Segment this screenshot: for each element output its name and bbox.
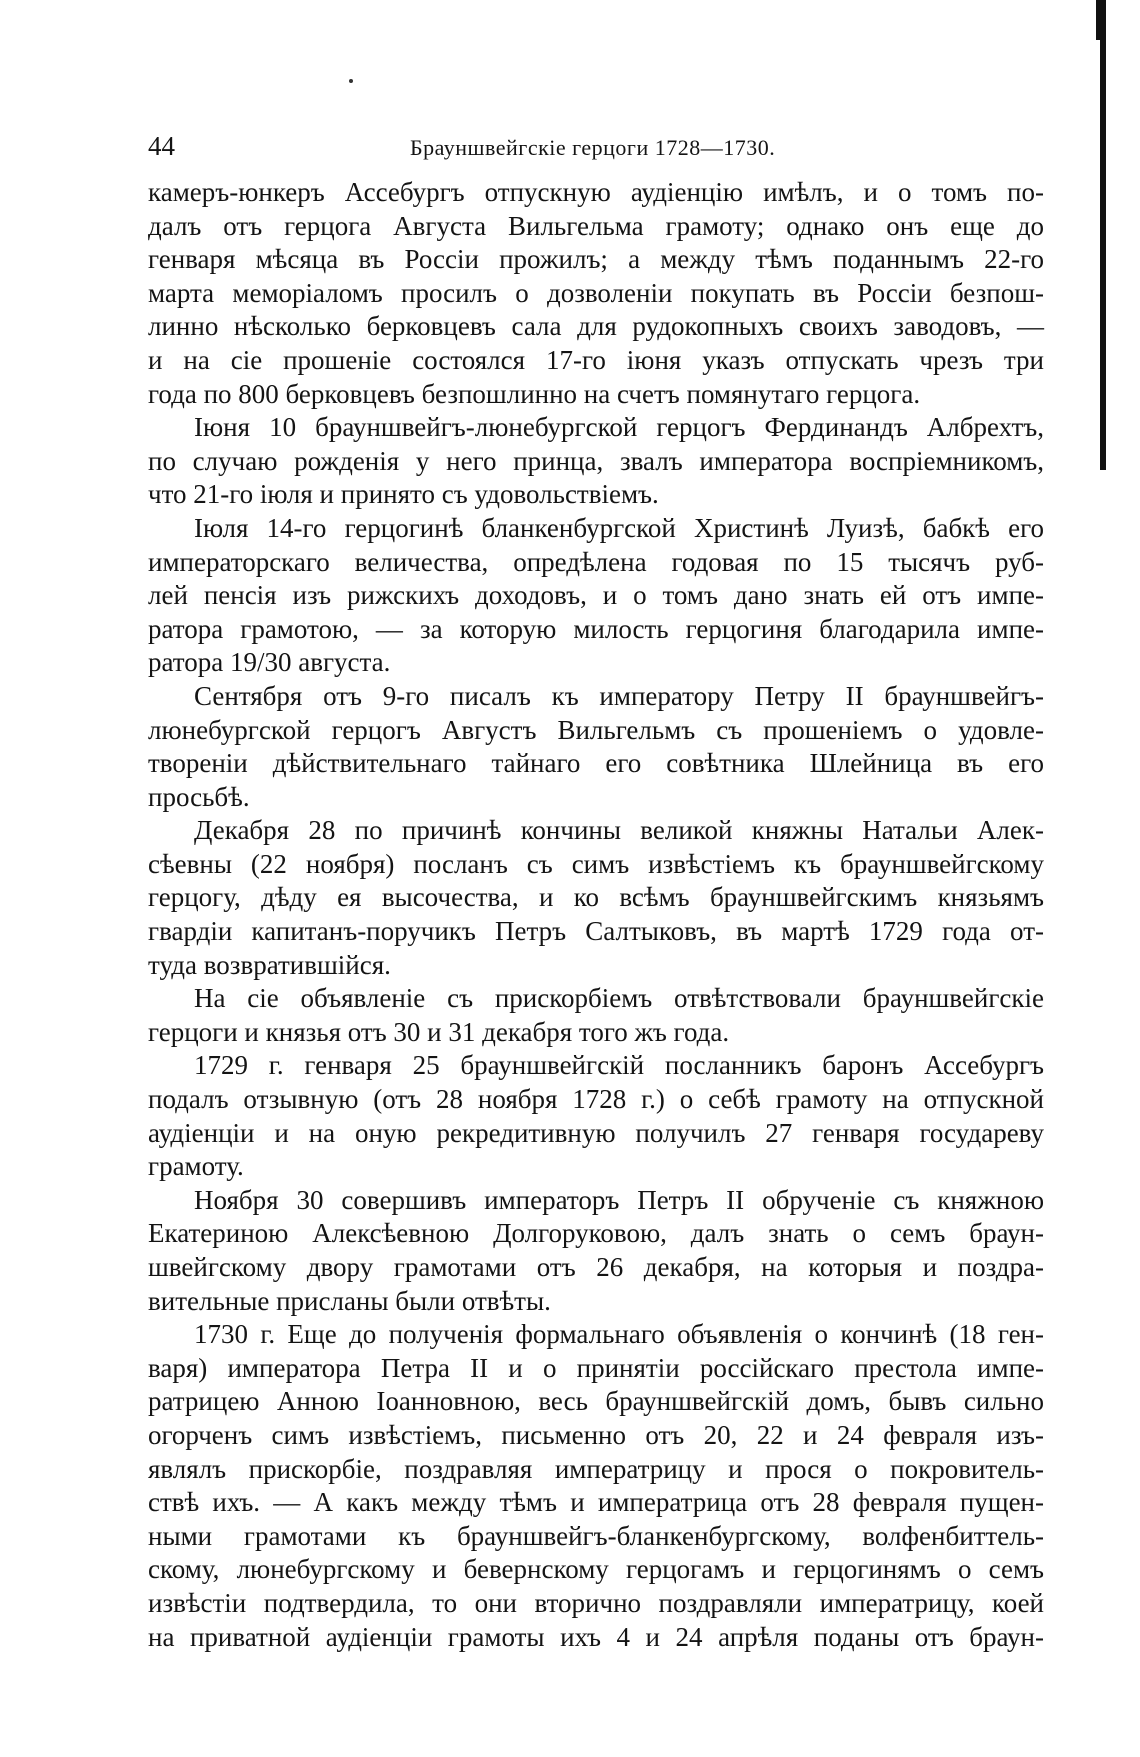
- text-line: ратора 19/30 августа.: [148, 647, 391, 678]
- text-line: люнебургской герцогъ Августъ Вильгельмъ съ прошеніемъ о удовле-: [148, 714, 1044, 745]
- page-number: 44: [148, 131, 175, 161]
- running-title: Брауншвейгскіе герцоги 1728—1730.: [410, 135, 776, 160]
- text-line: Іюня 10 брауншвейгъ-люнебургской герцогъ Фердинандъ Албрехтъ,: [194, 412, 1044, 443]
- scan-speck: [349, 79, 353, 83]
- text-line: на приватной аудіенціи грамоты ихъ 4 и 24 апрѣля поданы отъ браун-: [148, 1621, 1044, 1652]
- text-line: огорченъ симъ извѣстіемъ, письменно отъ 20, 22 и 24 февраля изъ-: [148, 1419, 1044, 1450]
- text-line: туда возвратившійся.: [148, 949, 391, 980]
- text-line: гвардіи капитанъ-поручикъ Петръ Салтыковъ, въ мартѣ 1729 года от-: [148, 916, 1044, 947]
- text-line: Екатериною Алексѣевною Долгоруковою, далъ знать о семъ браун-: [148, 1218, 1044, 1249]
- text-line: что 21-го іюля и принято съ удовольствіемъ.: [148, 479, 659, 510]
- paragraph: [148, 1049, 1044, 1183]
- text-line: и на сіе прошеніе состоялся 17-го іюня указъ отпускать чрезъ три: [148, 344, 1044, 375]
- text-line: сѣевны (22 ноября) посланъ съ симъ извѣстіемъ къ брауншвейгскому: [148, 848, 1044, 879]
- text-line: по случаю рожденія у него принца, звалъ императора воспріемникомъ,: [148, 445, 1044, 476]
- paragraph: [148, 411, 1044, 512]
- text-line: подалъ отзывную (отъ 28 ноября 1728 г.) о себѣ грамоту на отпускной: [148, 1084, 1044, 1115]
- text-line: герцоги и князья отъ 30 и 31 декабря того жъ года.: [148, 1016, 730, 1047]
- paragraph: [148, 512, 1044, 680]
- text-line: грамоту.: [148, 1151, 244, 1182]
- text-line: варя) императора Петра II и о принятіи россійскаго престола импе-: [148, 1352, 1044, 1383]
- paragraph: [148, 814, 1044, 982]
- text-line: лей пенсія изъ рижскихъ доходовъ, и о томъ дано знать ей отъ импе-: [148, 580, 1044, 611]
- text-line: На сіе объявленіе съ прискорбіемъ отвѣтствовали брауншвейгскіе: [194, 983, 1044, 1014]
- body-text: [148, 176, 1044, 1654]
- paragraph: [148, 680, 1044, 814]
- text-line: швейгскому двору грамотами отъ 26 декабря, на которыя и поздра-: [148, 1252, 1044, 1282]
- scan-edge-shadow: [1100, 0, 1106, 470]
- page-header: [148, 128, 1044, 168]
- text-line: 1730 г. Еще до полученія формальнаго объявленія о кончинѣ (18 ген-: [194, 1319, 1044, 1350]
- text-line: герцогу, дѣду ея высочества, и ко всѣмъ брауншвейгскимъ князьямъ: [148, 882, 1044, 913]
- text-line: ратрицею Анною Іоанновною, весь брауншвейгскій домъ, бывъ сильно: [148, 1386, 1044, 1417]
- text-line: линно нѣсколько берковцевъ сала для рудокопныхъ своихъ заводовъ, —: [148, 311, 1044, 342]
- text-line: Сентября отъ 9-го писалъ къ императору Петру II брауншвейгъ-: [194, 680, 1044, 711]
- text-line: твореніи дѣйствительнаго тайнаго его совѣтника Шлейница въ его: [148, 748, 1044, 779]
- text-line: извѣстіи подтвердила, то они вторично поздравляли императрицу, коей: [148, 1587, 1044, 1618]
- text-line: вительные присланы были отвѣты.: [148, 1285, 551, 1316]
- text-line: являлъ прискорбіе, поздравляя императрицу и прося о покровитель-: [148, 1453, 1044, 1484]
- text-line: генваря мѣсяца въ Россіи прожилъ; а между тѣмъ поданнымъ 22-го: [148, 244, 1044, 275]
- text-line: скому, люнебургскому и бевернскому герцогамъ и герцогинямъ о семъ: [148, 1554, 1044, 1585]
- text-line: камеръ-юнкеръ Ассебургъ отпускную аудіенцію имѣлъ, и о томъ по-: [148, 177, 1044, 207]
- paragraph: [148, 982, 1044, 1049]
- text-line: императорскаго величества, опредѣлена годовая по 15 тысячъ руб-: [148, 546, 1044, 577]
- text-line: просьбѣ.: [148, 781, 250, 812]
- text-line: ствѣ ихъ. — А какъ между тѣмъ и императрица отъ 28 февраля пущен-: [148, 1487, 1044, 1518]
- text-line: Іюля 14-го герцогинѣ бланкенбургской Христинѣ Луизѣ, бабкѣ его: [194, 512, 1044, 543]
- text-line: года по 800 берковцевъ безпошлинно на счетъ помянутаго герцога.: [148, 378, 921, 409]
- text-line: Декабря 28 по причинѣ кончины великой княжны Натальи Алек-: [194, 815, 1044, 846]
- text-line: далъ отъ герцога Августа Вильгельма грамоту; однако онъ еще до: [148, 210, 1044, 241]
- text-line: аудіенціи и на оную рекредитивную получилъ 27 генваря государеву: [148, 1117, 1044, 1148]
- paragraph: [148, 1318, 1044, 1654]
- text-line: марта меморіаломъ просилъ о дозволеніи покупать въ Россіи безпош-: [148, 277, 1044, 308]
- text-line: ратора грамотою, — за которую милость герцогиня благодарила импе-: [148, 613, 1044, 644]
- text-line: 1729 г. генваря 25 брауншвейгскій посланникъ баронъ Ассебургъ: [194, 1050, 1044, 1081]
- paragraph: [148, 1184, 1044, 1318]
- text-line: Ноября 30 совершивъ императоръ Петръ II обрученіе съ княжною: [194, 1184, 1044, 1215]
- text-line: ными грамотами къ брауншвейгъ-бланкенбургскому, волфенбиттель-: [148, 1520, 1044, 1551]
- paragraph: [148, 176, 1044, 411]
